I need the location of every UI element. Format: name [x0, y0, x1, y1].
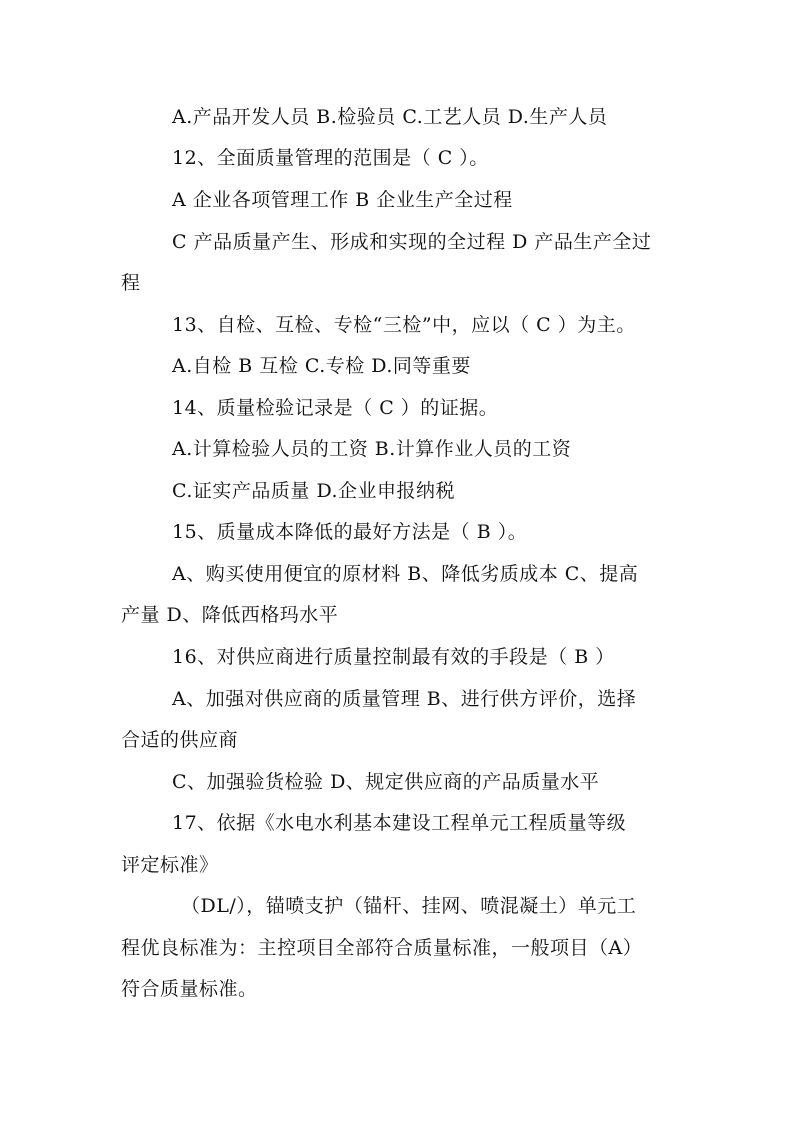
- text-line-17: C、加强验货检验 D、规定供应商的产品质量水平: [172, 771, 600, 793]
- text-line-14: 16、对供应商进行质量控制最有效的手段是（ B ）: [172, 646, 615, 668]
- text-line-16: 合适的供应商: [121, 729, 239, 751]
- text-line-11: 15、质量成本降低的最好方法是（ B ）。: [172, 521, 528, 543]
- text-line-19: 评定标准》: [121, 854, 219, 876]
- text-line-4: C 产品质量产生、形成和实现的全过程 D 产品生产全过: [172, 231, 652, 253]
- text-line-18: 17、依据《水电水利基本建设工程单元工程质量等级: [172, 812, 627, 834]
- text-line-20: （DL/），锚喷支护（锚杆、挂网、喷混凝土）单元工: [181, 895, 637, 917]
- text-line-13: 产量 D、降低西格玛水平: [121, 604, 339, 626]
- text-line-8: 14、质量检验记录是（ C ）的证据。: [172, 397, 499, 419]
- text-line-6: 13、自检、互检、专检“三检”中，应以（ C ）为主。: [172, 314, 636, 336]
- text-line-21: 程优良标准为：主控项目全部符合质量标准，一般项目（A）: [121, 937, 643, 959]
- text-line-22: 符合质量标准。: [121, 978, 258, 1000]
- text-line-9: A.计算检验人员的工资 B.计算作业人员的工资: [172, 438, 572, 460]
- text-line-2: 12、全面质量管理的范围是（ C ）。: [172, 147, 489, 169]
- text-line-3: A 企业各项管理工作 B 企业生产全过程: [172, 189, 513, 211]
- text-line-1: A.产品开发人员 B.检验员 C.工艺人员 D.生产人员: [172, 106, 608, 128]
- text-line-7: A.自检 B 互检 C.专检 D.同等重要: [172, 355, 471, 377]
- text-line-5: 程: [121, 272, 141, 294]
- text-line-15: A、加强对供应商的质量管理 B、进行供方评价，选择: [172, 688, 637, 710]
- text-line-12: A、购买使用便宜的原材料 B、降低劣质成本 C、提高: [172, 563, 639, 585]
- text-line-10: C.证实产品质量 D.企业申报纳税: [172, 480, 456, 502]
